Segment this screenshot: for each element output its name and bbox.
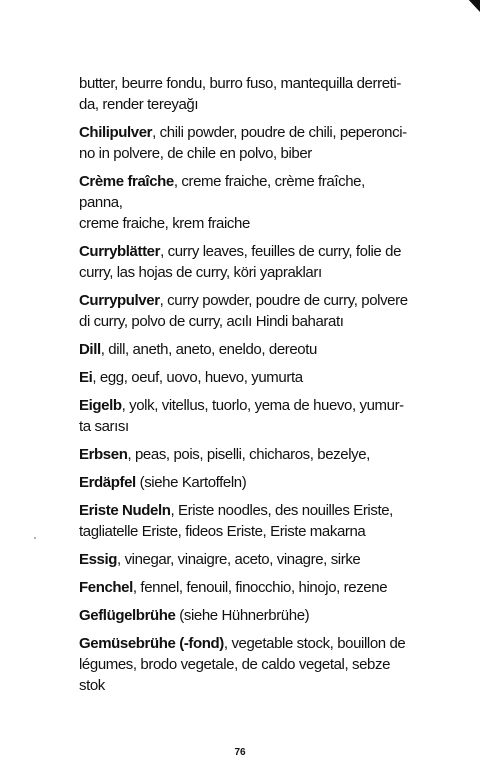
entry-text: , curry powder, poudre de curry, polvere — [159, 292, 408, 309]
continued-line-2: da, render tereyağı — [79, 96, 199, 113]
entry-text: , dill, aneth, aneto, eneldo, dereotu — [100, 341, 317, 358]
entry-term: Essig — [79, 551, 118, 568]
glossary-entry — [79, 444, 411, 465]
entry-text: , vegetable stock, bouillon de — [223, 635, 406, 652]
entry-text-continued: ta sarısı — [79, 418, 129, 435]
entry-text: (siehe Kartoffeln) — [135, 474, 247, 491]
glossary-entry — [79, 395, 411, 437]
glossary-entry — [79, 290, 411, 332]
entry-text: (siehe Hühnerbrühe) — [175, 607, 310, 624]
entry-term: Ei — [79, 369, 93, 386]
entry-text: , vinegar, vinaigre, aceto, vinagre, sirke — [117, 551, 361, 568]
entry-text: , egg, oeuf, uovo, huevo, yumurta — [92, 369, 303, 386]
entry-term: Eigelb — [79, 397, 122, 414]
glossary-entry — [79, 241, 411, 283]
glossary-entry — [79, 577, 411, 598]
entry-term: Crème fraîche — [79, 173, 174, 190]
entry-text: , yolk, vitellus, tuorlo, yema de huevo, yumur- — [121, 397, 404, 414]
paper-speck — [34, 537, 36, 539]
entry-term: Erdäpfel — [79, 474, 136, 491]
entry-term: Curryblätter — [79, 243, 161, 260]
glossary-entry — [79, 339, 411, 360]
entry-text-continued: légumes, brodo vegetale, de caldo vegetal, sebze stok — [79, 656, 391, 694]
page-corner-mark — [466, 0, 480, 12]
glossary-entry — [79, 472, 411, 493]
entry-text-continued: creme fraiche, krem fraiche — [79, 215, 250, 232]
entry-text: , chili powder, poudre de chili, peperonci- — [152, 124, 407, 141]
glossary-entry — [79, 605, 411, 626]
entry-term: Chilipulver — [79, 124, 153, 141]
glossary-list — [79, 73, 411, 703]
entry-text-continued: curry, las hojas de curry, köri yaprakları — [79, 264, 322, 281]
glossary-entry — [79, 500, 411, 542]
continued-line-1: butter, beurre fondu, burro fuso, mantequilla derreti- — [79, 75, 401, 92]
glossary-entry — [79, 171, 411, 234]
entry-text: , creme fraiche, crème fraîche, panna, — [79, 173, 365, 211]
entry-text: , peas, pois, piselli, chicharos, bezelye, — [127, 446, 370, 463]
entry-term: Erbsen — [79, 446, 128, 463]
entry-term: Dill — [79, 341, 101, 358]
entry-text: , fennel, fenouil, finocchio, hinojo, rezene — [132, 579, 388, 596]
entry-text: , Eriste noodles, des nouilles Eriste, — [170, 502, 393, 519]
entry-text-continued: di curry, polvo de curry, acılı Hindi baharatı — [79, 313, 344, 330]
entry-term: Fenchel — [79, 579, 133, 596]
continued-entry — [79, 73, 411, 115]
entry-term: Gemüsebrühe (-fond) — [79, 635, 224, 652]
entry-text-continued: no in polvere, de chile en polvo, biber — [79, 145, 312, 162]
glossary-entry — [79, 633, 411, 696]
entry-term: Currypulver — [79, 292, 160, 309]
entry-term: Geflügelbrühe — [79, 607, 176, 624]
glossary-entry — [79, 367, 411, 388]
glossary-entry — [79, 122, 411, 164]
entry-text: , curry leaves, feuilles de curry, folie de — [160, 243, 402, 260]
entry-text-continued: tagliatelle Eriste, fideos Eriste, Eriste makarna — [79, 523, 366, 540]
glossary-entry — [79, 549, 411, 570]
entry-term: Eriste Nudeln — [79, 502, 171, 519]
page-number: 76 — [234, 747, 246, 758]
